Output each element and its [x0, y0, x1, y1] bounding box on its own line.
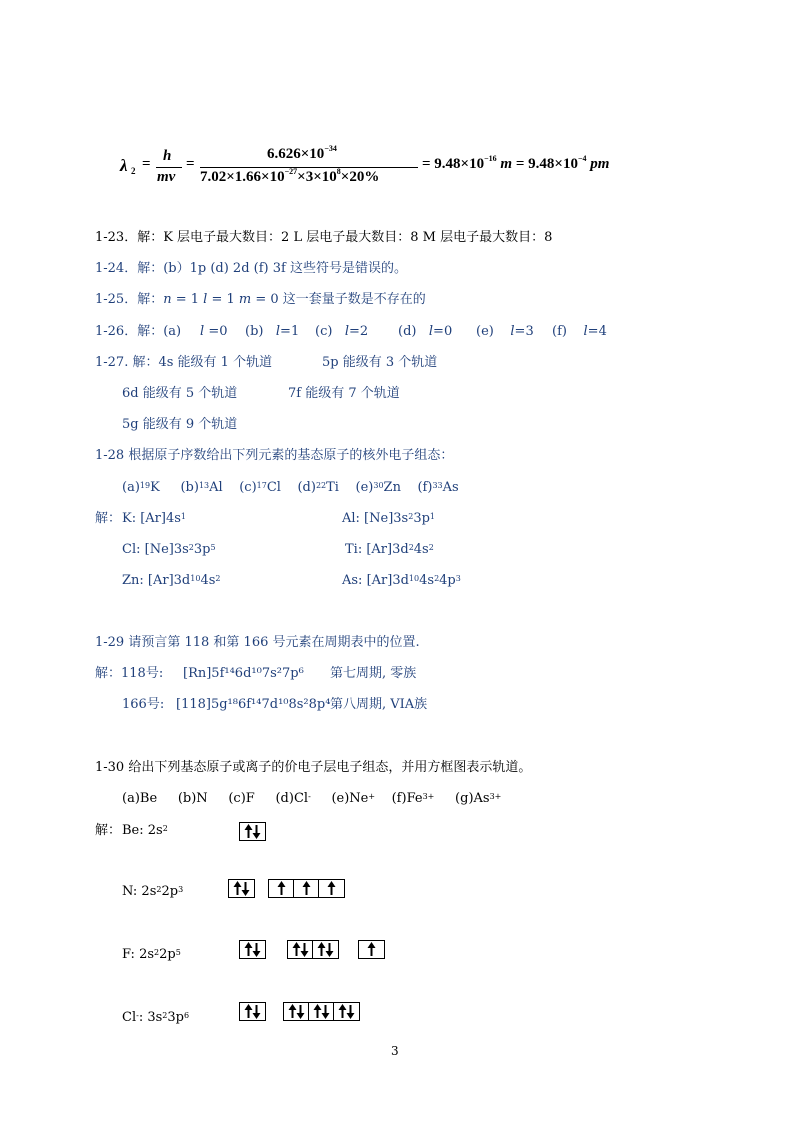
orbital-cell	[319, 880, 344, 897]
fraction2-numerator: $6.626\times 10^{-34}$	[267, 144, 337, 162]
orbital-cell	[240, 941, 265, 958]
spin-down-arrow-icon	[252, 942, 261, 957]
answer-1-26: 1-26．解：(a) l =0 (b) l=1 (c) l=2 (d) l=0 (e) l=3 (f) l=4	[95, 324, 607, 339]
f-2p-orbital-box-single	[358, 940, 385, 959]
config-cl: Cl: $[Ne]3s^23p^5$	[122, 542, 216, 557]
orbital-cell	[313, 941, 338, 958]
lambda-symbol: λ	[120, 156, 128, 175]
page-number: 3	[391, 1044, 399, 1058]
config-as: As: $[Ar]3d^{10}4s^24p^3$	[342, 573, 461, 588]
spin-down-arrow-icon	[325, 942, 334, 957]
orbital-cell	[240, 823, 265, 840]
lambda-subscript: 2	[131, 166, 136, 176]
cl-3s-orbital-box	[239, 1002, 266, 1021]
config-ti: Ti: $[Ar]3d^24s^2$	[345, 542, 434, 557]
spin-down-arrow-icon	[252, 824, 261, 839]
question-1-30-title: 1-30 给出下列基态原子或离子的价电子层电子组态，并用方框图表示轨道。	[95, 760, 532, 775]
answer-1-23: 1-23．解：K 层电子最大数目：2 L 层电子最大数目：8 M 层电子最大数目：8	[95, 230, 553, 245]
be-config-label: Be: $2s^2$	[122, 823, 168, 838]
orbital-cell	[229, 880, 254, 897]
spin-down-arrow-icon	[321, 1004, 330, 1019]
answer-1-29-118-label: 解：118号:	[95, 666, 164, 681]
f-2p-orbital-box-paired	[287, 940, 339, 959]
answer-1-29-166-config: [118]5g¹⁸6f¹⁴7d¹⁰8s²8p⁴	[176, 697, 331, 712]
answer-1-29-166-label: 166号:	[122, 697, 165, 712]
spin-down-arrow-icon	[296, 1004, 305, 1019]
f-config-label: F: $2s^22p^5$	[122, 947, 181, 962]
question-1-28-elements: $(a)^{19}K$ $(b)^{13}Al$ $(c)^{17}Cl$ $(d)^{22}Ti$ $(e)^{30}Zn$ $(f)^{33}As$	[122, 480, 459, 495]
fraction1-denominator: mv	[157, 169, 176, 185]
answer-1-27-line1: 1-27. 解：4s 能级有 1 个轨道	[95, 355, 273, 370]
n-config-label: N: $2s^22p^3$	[122, 884, 184, 899]
spin-up-arrow-icon	[277, 881, 286, 896]
answer-1-29-118-position: 第七周期, 零族	[330, 666, 417, 681]
answer-1-29-166-position: 第八周期, VIA族	[330, 697, 428, 712]
n-2s-orbital-box	[228, 879, 255, 898]
answer-1-25: 1-25．解：n = 1 l = 1 m = 0 这一套量子数是不存在的	[95, 292, 426, 307]
answer-1-29-118-config: [Rn]5f¹⁴6d¹⁰7s²7p⁶	[183, 666, 304, 681]
orbital-cell	[288, 941, 313, 958]
spin-down-arrow-icon	[252, 1004, 261, 1019]
answer-1-24: 1-24．解：(b）1p (d) 2d (f) 3f 这些符号是错误的。	[95, 261, 407, 276]
orbital-cell	[240, 1003, 265, 1020]
spin-up-arrow-icon	[302, 881, 311, 896]
orbital-cell	[294, 880, 319, 897]
answer-1-30-prefix: 解：	[95, 823, 122, 838]
spin-up-arrow-icon	[327, 881, 336, 896]
wavelength-formula: λ 2 = h mv = $6.626\times 10^{-34}$ $7.02\times 1.66\times 10^{-27}\times 3\times 10^8\times 20\%$ = $9.48\times 10^{-16}$ $m = 9.48\times 10^{-4}$ pm	[120, 144, 610, 185]
be-2s-orbital-box	[239, 822, 266, 841]
orbital-cell	[284, 1003, 309, 1020]
spin-down-arrow-icon	[300, 942, 309, 957]
formula-result: = $9.48\times 10^{-16}$ $m = 9.48\times 10^{-4}$ pm	[422, 154, 610, 172]
fraction2-denominator: $7.02\times 1.66\times 10^{-27}\times 3\times 10^8\times 20\%$	[200, 167, 380, 185]
config-zn: Zn: $[Ar]3d^{10}4s^2$	[122, 573, 221, 588]
question-1-28-title: 1-28 根据原子序数给出下列元素的基态原子的核外电子组态：	[95, 448, 454, 463]
cl-ion-config-label: Cl-: $3s^23p^6$	[122, 1010, 190, 1025]
orbital-cell	[359, 941, 384, 958]
answer-1-27-line3: 5g 能级有 9 个轨道	[122, 417, 238, 432]
spin-down-arrow-icon	[241, 881, 250, 896]
orbital-cell	[309, 1003, 334, 1020]
config-al: Al: $[Ne]3s^23p^1$	[342, 511, 435, 526]
fraction1-numerator: h	[163, 148, 172, 164]
cl-3p-orbital-box	[283, 1002, 360, 1021]
spin-up-arrow-icon	[367, 942, 376, 957]
config-k: K: $[Ar]4s^1$	[122, 511, 187, 526]
question-1-30-species: (a)Be (b)N (c)F (d)Cl- (e)Ne+ $(f)Fe^{3+}$ $(g)As^{3+}$	[122, 791, 502, 806]
f-2s-orbital-box	[239, 940, 266, 959]
answer-1-27-line2: 6d 能级有 5 个轨道	[122, 386, 238, 401]
orbital-cell	[334, 1003, 359, 1020]
answer-1-27-line2b: 7f 能级有 7 个轨道	[288, 386, 400, 401]
spin-down-arrow-icon	[346, 1004, 355, 1019]
answer-1-28-prefix: 解：	[95, 511, 122, 526]
question-1-29-title: 1-29 请预言第 118 和第 166 号元素在周期表中的位置.	[95, 635, 420, 650]
n-2p-orbital-box	[268, 879, 345, 898]
orbital-cell	[269, 880, 294, 897]
answer-1-27-line1b: 5p 能级有 3 个轨道	[322, 355, 438, 370]
